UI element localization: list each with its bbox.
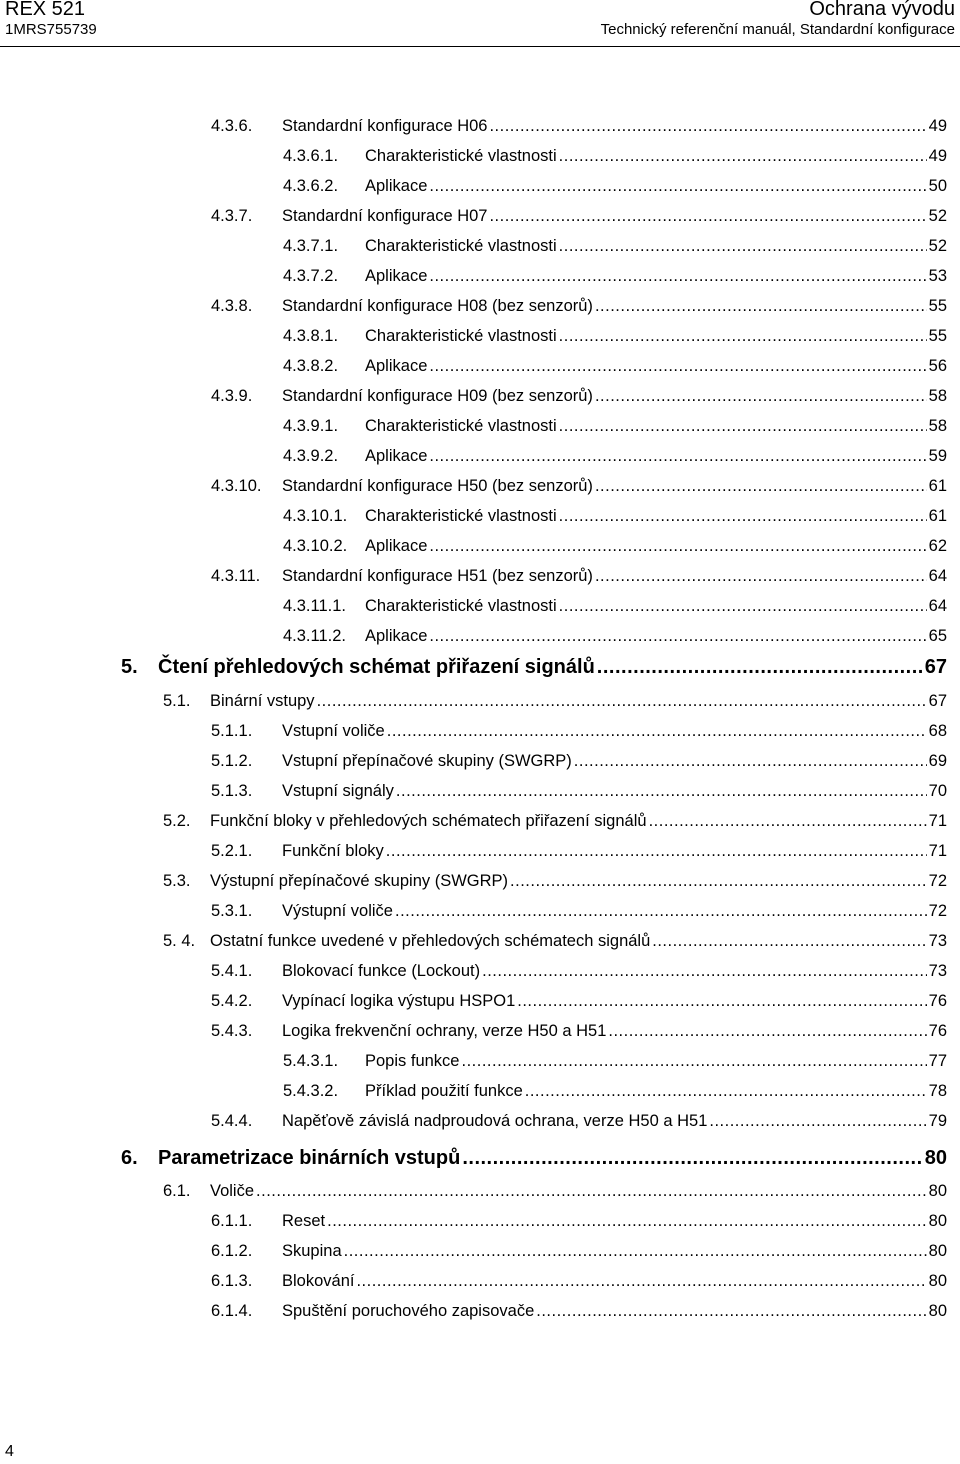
- toc-dot-leader: [559, 597, 927, 616]
- document-id: 1MRS755739: [5, 21, 97, 38]
- toc-dot-leader: [429, 357, 926, 376]
- toc-entry-page: 65: [928, 627, 947, 645]
- toc-entry-number: 6.1.4.: [211, 1302, 253, 1320]
- toc-entry-page: 80: [928, 1302, 947, 1320]
- toc-entry-number: 4.3.9.1.: [283, 417, 339, 435]
- toc-entry-page: 80: [928, 1182, 947, 1200]
- toc-entry-page: 78: [928, 1082, 947, 1100]
- toc-entry-title: Ostatní funkce uvedené v přehledových schématech signálů: [210, 932, 651, 950]
- toc-entry[interactable]: [283, 267, 947, 286]
- toc-entry[interactable]: [211, 1112, 947, 1131]
- toc-entry-title: Charakteristické vlastnosti: [365, 597, 557, 615]
- toc-entry-page: 72: [928, 902, 947, 920]
- toc-entry-page: 58: [928, 417, 947, 435]
- toc-entry-page: 72: [928, 872, 947, 890]
- toc-entry-number: 4.3.7.1.: [283, 237, 339, 255]
- toc-dot-leader: [429, 177, 926, 196]
- toc-entry[interactable]: [283, 597, 947, 616]
- toc-entry-page: 55: [928, 297, 947, 315]
- toc-entry-number: 4.3.10.: [211, 477, 262, 495]
- toc-dot-leader: [489, 117, 926, 136]
- toc-entry-number: 5.: [121, 656, 138, 678]
- toc-entry-title: Výstupní přepínačové skupiny (SWGRP): [210, 872, 509, 890]
- toc-entry[interactable]: [283, 1082, 947, 1101]
- toc-entry[interactable]: [163, 692, 947, 711]
- toc-entry-title: Aplikace: [365, 177, 428, 195]
- toc-entry-number: 6.1.: [163, 1182, 191, 1200]
- toc-entry[interactable]: [211, 992, 947, 1011]
- toc-entry-title: Čtení přehledových schémat přiřazení signálů: [158, 656, 595, 678]
- toc-entry[interactable]: [283, 1052, 947, 1071]
- toc-dot-leader: [356, 1272, 926, 1291]
- toc-entry-number: 4.3.7.2.: [283, 267, 339, 285]
- toc-entry[interactable]: [283, 447, 947, 466]
- toc-entry-page: 76: [928, 1022, 947, 1040]
- toc-entry-page: 80: [928, 1272, 947, 1290]
- toc-entry-number: 4.3.8.2.: [283, 357, 339, 375]
- toc-entry-title: Aplikace: [365, 627, 428, 645]
- toc-entry[interactable]: [211, 387, 947, 406]
- toc-entry[interactable]: [283, 627, 947, 646]
- toc-dot-leader: [559, 507, 927, 526]
- toc-entry[interactable]: [211, 842, 947, 861]
- toc-entry-title: Příklad použití funkce: [365, 1082, 523, 1100]
- toc-entry[interactable]: [163, 932, 947, 951]
- toc-entry-title: Standardní konfigurace H08 (bez senzorů): [282, 297, 593, 315]
- toc-dot-leader: [462, 1147, 922, 1170]
- toc-entry-title: Charakteristické vlastnosti: [365, 147, 557, 165]
- toc-entry[interactable]: [121, 1147, 947, 1170]
- toc-entry[interactable]: [211, 567, 947, 586]
- toc-entry-title: Vstupní voliče: [282, 722, 385, 740]
- toc-entry[interactable]: [163, 1182, 947, 1201]
- toc-dot-leader: [597, 656, 923, 679]
- document-title: REX 521: [5, 0, 86, 20]
- toc-dot-leader: [429, 627, 926, 646]
- toc-entry-number: 5.1.: [163, 692, 191, 710]
- toc-entry-title: Standardní konfigurace H09 (bez senzorů): [282, 387, 593, 405]
- toc-entry-page: 61: [928, 507, 947, 525]
- toc-entry[interactable]: [283, 237, 947, 256]
- toc-dot-leader: [595, 477, 927, 496]
- toc-entry-title: Spuštění poruchového zapisovače: [282, 1302, 535, 1320]
- toc-dot-leader: [709, 1112, 926, 1131]
- toc-entry-number: 5.2.1.: [211, 842, 253, 860]
- toc-dot-leader: [386, 842, 927, 861]
- section-title: Ochrana vývodu: [809, 0, 955, 20]
- toc-dot-leader: [256, 1182, 927, 1201]
- toc-entry[interactable]: [283, 417, 947, 436]
- toc-entry-title: Parametrizace binárních vstupů: [158, 1147, 461, 1169]
- toc-entry-title: Standardní konfigurace H07: [282, 207, 488, 225]
- toc-entry[interactable]: [121, 656, 947, 679]
- toc-entry-page: 73: [928, 932, 947, 950]
- toc-dot-leader: [559, 327, 927, 346]
- toc-entry-number: 6.1.2.: [211, 1242, 253, 1260]
- toc-entry-number: 4.3.6.: [211, 117, 253, 135]
- toc-entry-page: 55: [928, 327, 947, 345]
- toc-entry-number: 6.: [121, 1147, 138, 1169]
- toc-entry-title: Standardní konfigurace H51 (bez senzorů): [282, 567, 593, 585]
- toc-dot-leader: [652, 932, 926, 951]
- toc-entry[interactable]: [211, 117, 947, 136]
- toc-entry[interactable]: [283, 507, 947, 526]
- header-rule: [0, 46, 960, 47]
- toc-entry-number: 4.3.9.: [211, 387, 253, 405]
- toc-dot-leader: [525, 1082, 927, 1101]
- toc-dot-leader: [510, 872, 927, 891]
- toc-entry-title: Standardní konfigurace H50 (bez senzorů): [282, 477, 593, 495]
- toc-entry-page: 58: [928, 387, 947, 405]
- toc-dot-leader: [344, 1242, 927, 1261]
- toc-entry-page: 62: [928, 537, 947, 555]
- toc-entry-page: 67: [928, 692, 947, 710]
- toc-entry[interactable]: [211, 207, 947, 226]
- toc-entry-number: 4.3.11.1.: [283, 597, 346, 615]
- toc-entry-number: 5.4.2.: [211, 992, 253, 1010]
- toc-entry-page: 68: [928, 722, 947, 740]
- toc-entry[interactable]: [283, 537, 947, 556]
- toc-entry[interactable]: [211, 1272, 947, 1291]
- toc-entry-page: 76: [928, 992, 947, 1010]
- toc-entry-number: 4.3.10.1.: [283, 507, 348, 525]
- toc-entry[interactable]: [211, 1212, 947, 1231]
- toc-entry-number: 5.4.3.1.: [283, 1052, 339, 1070]
- toc-entry-page: 53: [928, 267, 947, 285]
- toc-dot-leader: [395, 902, 927, 921]
- toc-entry-title: Charakteristické vlastnosti: [365, 507, 557, 525]
- toc-entry[interactable]: [211, 782, 947, 801]
- toc-entry-number: 4.3.10.2.: [283, 537, 348, 555]
- toc-entry[interactable]: [283, 147, 947, 166]
- toc-dot-leader: [387, 722, 927, 741]
- toc-entry-number: 5.4.3.: [211, 1022, 253, 1040]
- toc-entry-page: 80: [928, 1242, 947, 1260]
- toc-entry-number: 6.1.1.: [211, 1212, 253, 1230]
- toc-dot-leader: [595, 297, 927, 316]
- toc-entry[interactable]: [211, 477, 947, 496]
- toc-dot-leader: [595, 387, 927, 406]
- toc-entry-title: Voliče: [210, 1182, 255, 1200]
- toc-entry-title: Blokovací funkce (Lockout): [282, 962, 481, 980]
- toc-dot-leader: [489, 207, 926, 226]
- toc-entry-number: 5.1.3.: [211, 782, 253, 800]
- toc-entry-number: 5.4.3.2.: [283, 1082, 339, 1100]
- toc-entry-title: Blokování: [282, 1272, 355, 1290]
- toc-entry-number: 6.1.3.: [211, 1272, 253, 1290]
- toc-dot-leader: [396, 782, 927, 801]
- toc-entry-page: 52: [928, 207, 947, 225]
- toc-entry-page: 64: [928, 567, 947, 585]
- toc-dot-leader: [482, 962, 927, 981]
- toc-entry-number: 5. 4.: [163, 932, 196, 950]
- toc-entry-number: 4.3.11.: [211, 567, 261, 585]
- toc-entry-title: Logika frekvenční ochrany, verze H50 a H51: [282, 1022, 607, 1040]
- toc-entry[interactable]: [163, 812, 947, 831]
- toc-entry-title: Vypínací logika výstupu HSPO1: [282, 992, 516, 1010]
- toc-entry-number: 4.3.9.2.: [283, 447, 339, 465]
- toc-entry-title: Napěťově závislá nadproudová ochrana, verze H50 a H51: [282, 1112, 708, 1130]
- toc-entry-page: 49: [928, 147, 947, 165]
- toc-entry[interactable]: [211, 1022, 947, 1041]
- toc-entry-title: Skupina: [282, 1242, 342, 1260]
- toc-entry-page: 69: [928, 752, 947, 770]
- toc-dot-leader: [649, 812, 927, 831]
- toc-entry-page: 50: [928, 177, 947, 195]
- toc-entry-number: 4.3.11.2.: [283, 627, 346, 645]
- toc-entry-title: Aplikace: [365, 447, 428, 465]
- toc-entry-page: 67: [924, 656, 947, 678]
- manual-subtitle: Technický referenční manuál, Standardní konfigurace: [600, 21, 955, 38]
- toc-dot-leader: [574, 752, 927, 771]
- toc-entry-page: 80: [924, 1147, 947, 1169]
- toc-entry-page: 61: [928, 477, 947, 495]
- toc-entry-page: 64: [928, 597, 947, 615]
- toc-entry[interactable]: [283, 177, 947, 196]
- toc-dot-leader: [517, 992, 926, 1011]
- toc-entry[interactable]: [211, 722, 947, 741]
- toc-entry-number: 5.4.1.: [211, 962, 253, 980]
- toc-entry-page: 70: [928, 782, 947, 800]
- toc-dot-leader: [429, 537, 926, 556]
- toc-entry-title: Charakteristické vlastnosti: [365, 237, 557, 255]
- toc-entry[interactable]: [211, 962, 947, 981]
- toc-entry[interactable]: [211, 752, 947, 771]
- toc-entry-number: 5.3.1.: [211, 902, 253, 920]
- toc-entry-number: 5.3.: [163, 872, 191, 890]
- toc-entry-number: 5.1.2.: [211, 752, 253, 770]
- toc-entry-title: Výstupní voliče: [282, 902, 393, 920]
- toc-dot-leader: [536, 1302, 926, 1321]
- toc-entry-number: 4.3.6.2.: [283, 177, 339, 195]
- toc-entry[interactable]: [283, 327, 947, 346]
- toc-entry-title: Standardní konfigurace H06: [282, 117, 488, 135]
- toc-entry[interactable]: [211, 1242, 947, 1261]
- toc-entry-title: Popis funkce: [365, 1052, 460, 1070]
- toc-entry-title: Binární vstupy: [210, 692, 315, 710]
- toc-dot-leader: [429, 447, 926, 466]
- toc-entry-page: 79: [928, 1112, 947, 1130]
- toc-entry-page: 73: [928, 962, 947, 980]
- toc-entry-title: Aplikace: [365, 537, 428, 555]
- toc-entry-title: Reset: [282, 1212, 326, 1230]
- toc-entry-page: 52: [928, 237, 947, 255]
- toc-dot-leader: [559, 147, 927, 166]
- toc-entry-title: Charakteristické vlastnosti: [365, 417, 557, 435]
- toc-entry-page: 80: [928, 1212, 947, 1230]
- toc-entry[interactable]: [211, 1302, 947, 1321]
- toc-dot-leader: [608, 1022, 926, 1041]
- toc-entry-page: 77: [928, 1052, 947, 1070]
- toc-entry-page: 56: [928, 357, 947, 375]
- toc-dot-leader: [559, 237, 927, 256]
- toc-entry-page: 59: [928, 447, 947, 465]
- toc-entry-title: Vstupní signály: [282, 782, 394, 800]
- page-number: 4: [5, 1443, 14, 1460]
- toc-dot-leader: [595, 567, 927, 586]
- toc-entry-title: Aplikace: [365, 267, 428, 285]
- toc-entry-page: 49: [928, 117, 947, 135]
- toc-entry[interactable]: [211, 297, 947, 316]
- toc-dot-leader: [327, 1212, 927, 1231]
- toc-entry-title: Charakteristické vlastnosti: [365, 327, 557, 345]
- toc-entry-title: Vstupní přepínačové skupiny (SWGRP): [282, 752, 572, 770]
- toc-dot-leader: [461, 1052, 926, 1071]
- toc-entry[interactable]: [211, 902, 947, 921]
- toc-entry-number: 5.1.1.: [211, 722, 253, 740]
- toc-dot-leader: [559, 417, 927, 436]
- toc-entry-page: 71: [928, 812, 947, 830]
- toc-dot-leader: [317, 692, 927, 711]
- toc-entry[interactable]: [283, 357, 947, 376]
- toc-entry-title: Aplikace: [365, 357, 428, 375]
- toc-entry-number: 4.3.6.1.: [283, 147, 339, 165]
- toc-dot-leader: [429, 267, 926, 286]
- toc-entry-number: 4.3.8.: [211, 297, 253, 315]
- toc-entry-number: 4.3.8.1.: [283, 327, 339, 345]
- toc-entry-title: Funkční bloky: [282, 842, 384, 860]
- toc-entry-number: 5.2.: [163, 812, 191, 830]
- toc-entry-number: 5.4.4.: [211, 1112, 253, 1130]
- toc-entry[interactable]: [163, 872, 947, 891]
- toc-entry-number: 4.3.7.: [211, 207, 253, 225]
- toc-entry-title: Funkční bloky v přehledových schématech přiřazení signálů: [210, 812, 647, 830]
- toc-entry-page: 71: [928, 842, 947, 860]
